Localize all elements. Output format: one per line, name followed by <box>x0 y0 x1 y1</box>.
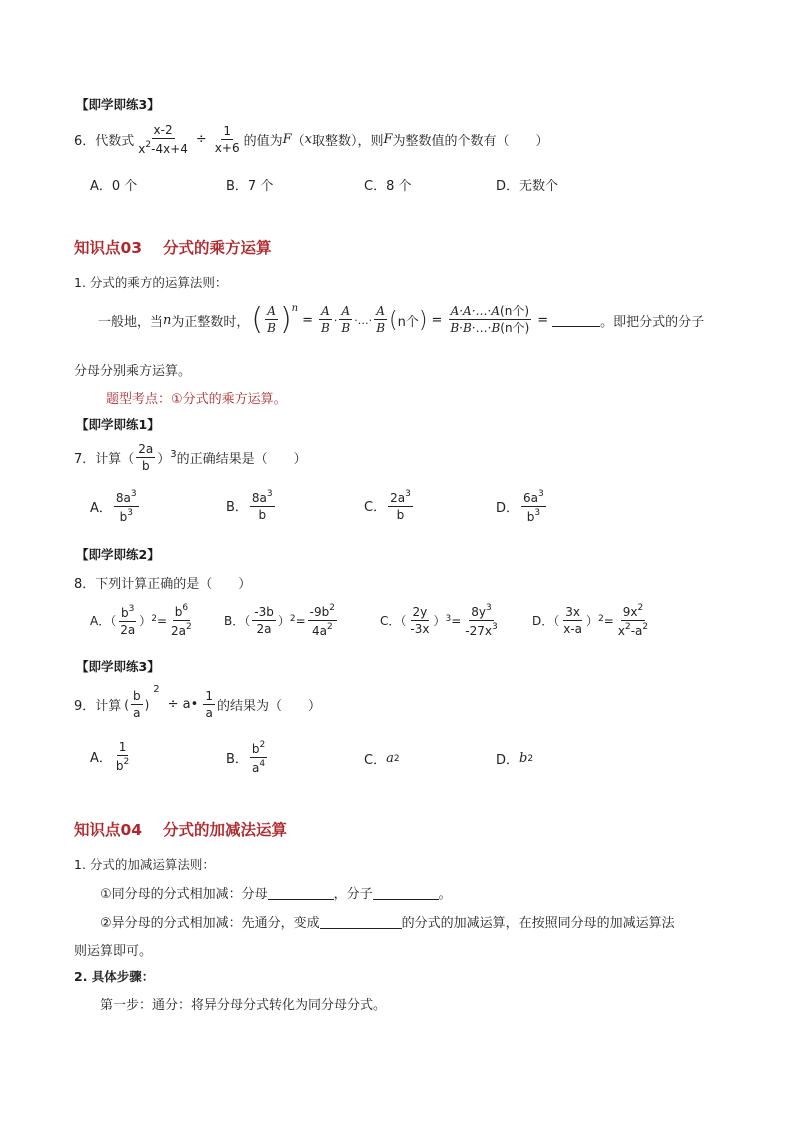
q8-option-b: B．（ $\frac{-3b}{2a}$ ） 2 = $\frac{-9b^2}{4a^2}$ <box>224 603 335 638</box>
q7-option-d: D． $\frac{6a^3}{b^3}$ <box>496 489 544 524</box>
rule-dots: ·…· <box>354 313 373 327</box>
rule-product-fraction: $\frac{\text{A·A·…·A(n个)}}{\text{B·B·…·B(n个)}}$ <box>450 304 530 335</box>
rule-denom-product: B·B·…·B <box>450 321 501 335</box>
rule-factor-2: $\frac{A}{B}$ <box>341 304 351 335</box>
q9-mid: ÷ a• <box>167 697 199 713</box>
q7-option-b: B． $\frac{8a^3}{b}$ <box>226 489 273 522</box>
q8-option-d: D．（ $\frac{3x}{x-a}$ ） 2 = $\frac{9x^2}{x^2-a^2}$ <box>532 603 649 638</box>
q9-stem-a: 9．计算 <box>74 699 122 715</box>
q7-option-a: A． $\frac{8a^3}{b^3}$ <box>90 489 137 524</box>
q6-tail-4: 为整数值的个数有（ ） <box>392 134 549 150</box>
practice-header: 【即学即练3】 <box>76 97 160 112</box>
q6-f1-den-b: -4x+4 <box>151 141 188 156</box>
q6-number: 6．代数式 <box>74 134 135 150</box>
q6-f2-denominator: x+6 <box>214 140 240 155</box>
q9-option-c: C． a 2 <box>364 751 400 768</box>
q9-stem-b: 的结果为（ ） <box>216 699 321 715</box>
q6-tail-2: （ <box>291 134 305 150</box>
q9-option-d: D． b 2 <box>496 751 534 768</box>
q6-f1-numerator: x-2 <box>153 123 173 137</box>
right-paren: ) <box>279 302 292 337</box>
q6-var-F: F <box>282 132 292 148</box>
rule-exp-n: n <box>291 303 299 314</box>
answer-blank[interactable] <box>320 915 402 929</box>
q9-exp: 2 <box>153 684 160 695</box>
rule-line-end: 。即把分式的分子 <box>600 314 705 330</box>
q7-base-den: b <box>141 458 150 473</box>
q6-option-b: B．7 个 <box>226 179 274 194</box>
section03-rule-label: 1. 分式的乘方的运算法则： <box>74 275 228 290</box>
q6-f1-den-exp: 2 <box>145 139 152 150</box>
question-7 <box>74 443 307 472</box>
rule-var-n: n <box>163 312 172 328</box>
q7-stem-a: 7．计算（ <box>74 452 135 468</box>
answer-blank[interactable] <box>552 313 600 327</box>
q6-fraction-2 <box>213 125 242 154</box>
rule-n-count-1: n个 <box>397 314 419 330</box>
rule-eq-3: = <box>537 312 549 328</box>
rule-numer-product: A·A·…·A <box>450 304 501 319</box>
q7-base-fraction <box>136 443 155 472</box>
q7-option-c: C． $\frac{2a^3}{b}$ <box>364 489 411 522</box>
rule-base-B: B <box>267 321 276 335</box>
q8-option-c: C．（ $\frac{2y}{-3x}$ ） 3 = $\frac{8y^3}{-27x^3}$ <box>380 603 498 638</box>
q9-base-fraction: $\frac{b}{a}$ <box>132 689 141 720</box>
q7-stem-c: 的正确结果是（ ） <box>176 452 307 468</box>
q6-option-c: C．8 个 <box>364 179 412 194</box>
question-6 <box>74 124 549 155</box>
rule-factor-n: $\frac{A}{B}$ <box>376 304 386 335</box>
q6-fraction-1 <box>136 124 190 155</box>
rule-text-b: 为正整数时， <box>171 314 250 330</box>
rule-same-denominator: ①同分母的分式相加减：分母 ，分子 。 <box>100 887 452 902</box>
question-9: 9．计算 ( $\frac{b}{a}$ ) 2 ÷ a• $\frac{1}{a}$ 的结果为（ ） <box>74 684 321 720</box>
q9-option-a: A． $\frac{1}{b^2}$ <box>90 740 130 773</box>
type-hint: 题型考点：①分式的乘方运算。 <box>106 392 287 407</box>
section-title-03: 知识点03 分式的乘方运算 <box>74 239 272 257</box>
rule-base-fraction <box>265 305 278 334</box>
q6-option-d: D．无数个 <box>496 179 559 194</box>
answer-blank[interactable] <box>373 886 439 900</box>
left-paren: ( <box>251 302 264 337</box>
q7-stem-b: ） <box>157 452 171 468</box>
rule-eq-1: = <box>302 312 314 328</box>
q6-div-sign: ÷ <box>195 132 207 148</box>
rule-eq-2: = <box>431 312 443 328</box>
q8-stem: 8．下列计算正确的是（ ） <box>74 577 252 592</box>
q8-option-a: A．（ $\frac{b^3}{2a}$ ） 2 = $\frac{b^6}{2a^2}$ <box>90 603 192 638</box>
q6-tail-3: 取整数），则 <box>312 134 384 150</box>
rule-text-a: 一般地，当 <box>98 314 164 330</box>
answer-blank[interactable] <box>268 886 334 900</box>
step-1: 第一步：通分：将异分母分式转化为同分母分式。 <box>100 998 387 1013</box>
power-rule-line: 一般地，当 n 为正整数时， ( $\frac{A}{B}$ ) n = $\frac{A}{B}$ · $\frac{A}{B}$ ·…· $\frac{A}{B}$ ( n个 ) = $\frac{\text{A·A·…·A(n个)}}{\text{B·B·…·B(n个)}}$ = 。即把分式的分子 <box>98 302 705 337</box>
practice-header: 【即学即练2】 <box>76 547 160 562</box>
q6-f1-den-a: x <box>138 141 146 156</box>
q6-var-F2: F <box>383 132 393 148</box>
practice-header: 【即学即练1】 <box>76 417 160 432</box>
rule-continuation: 则运算即可。 <box>74 944 153 959</box>
section04-rule-label: 1. 分式的加减运算法则： <box>74 857 215 872</box>
rule-factor-1: $\frac{A}{B}$ <box>321 304 330 335</box>
practice-header: 【即学即练3】 <box>76 659 160 674</box>
q9-option-b: B． $\frac{b^2}{a^4}$ <box>226 740 266 775</box>
rule-line-2: 分母分别乘方运算。 <box>74 364 192 379</box>
rule-different-denominator: ②异分母的分式相加减：先通分，变成 的分式的加减运算，在按照同分母的加减运算法 <box>100 916 675 931</box>
q6-tail-1: 的值为 <box>243 134 283 150</box>
section-title-04: 知识点04 分式的加减法运算 <box>74 821 287 839</box>
q6-option-a: A．0 个 <box>90 179 138 194</box>
q6-f2-numerator: 1 <box>223 124 232 138</box>
q7-base-num: 2a <box>138 442 154 456</box>
rule-dot-1: · <box>333 313 338 327</box>
q9-fraction: $\frac{1}{a}$ <box>205 689 213 720</box>
q6-var-x: x <box>304 132 312 148</box>
rule-base-A: A <box>267 304 276 319</box>
q7-exp: 3 <box>170 449 177 460</box>
steps-label: 2. 具体步骤： <box>74 969 155 984</box>
